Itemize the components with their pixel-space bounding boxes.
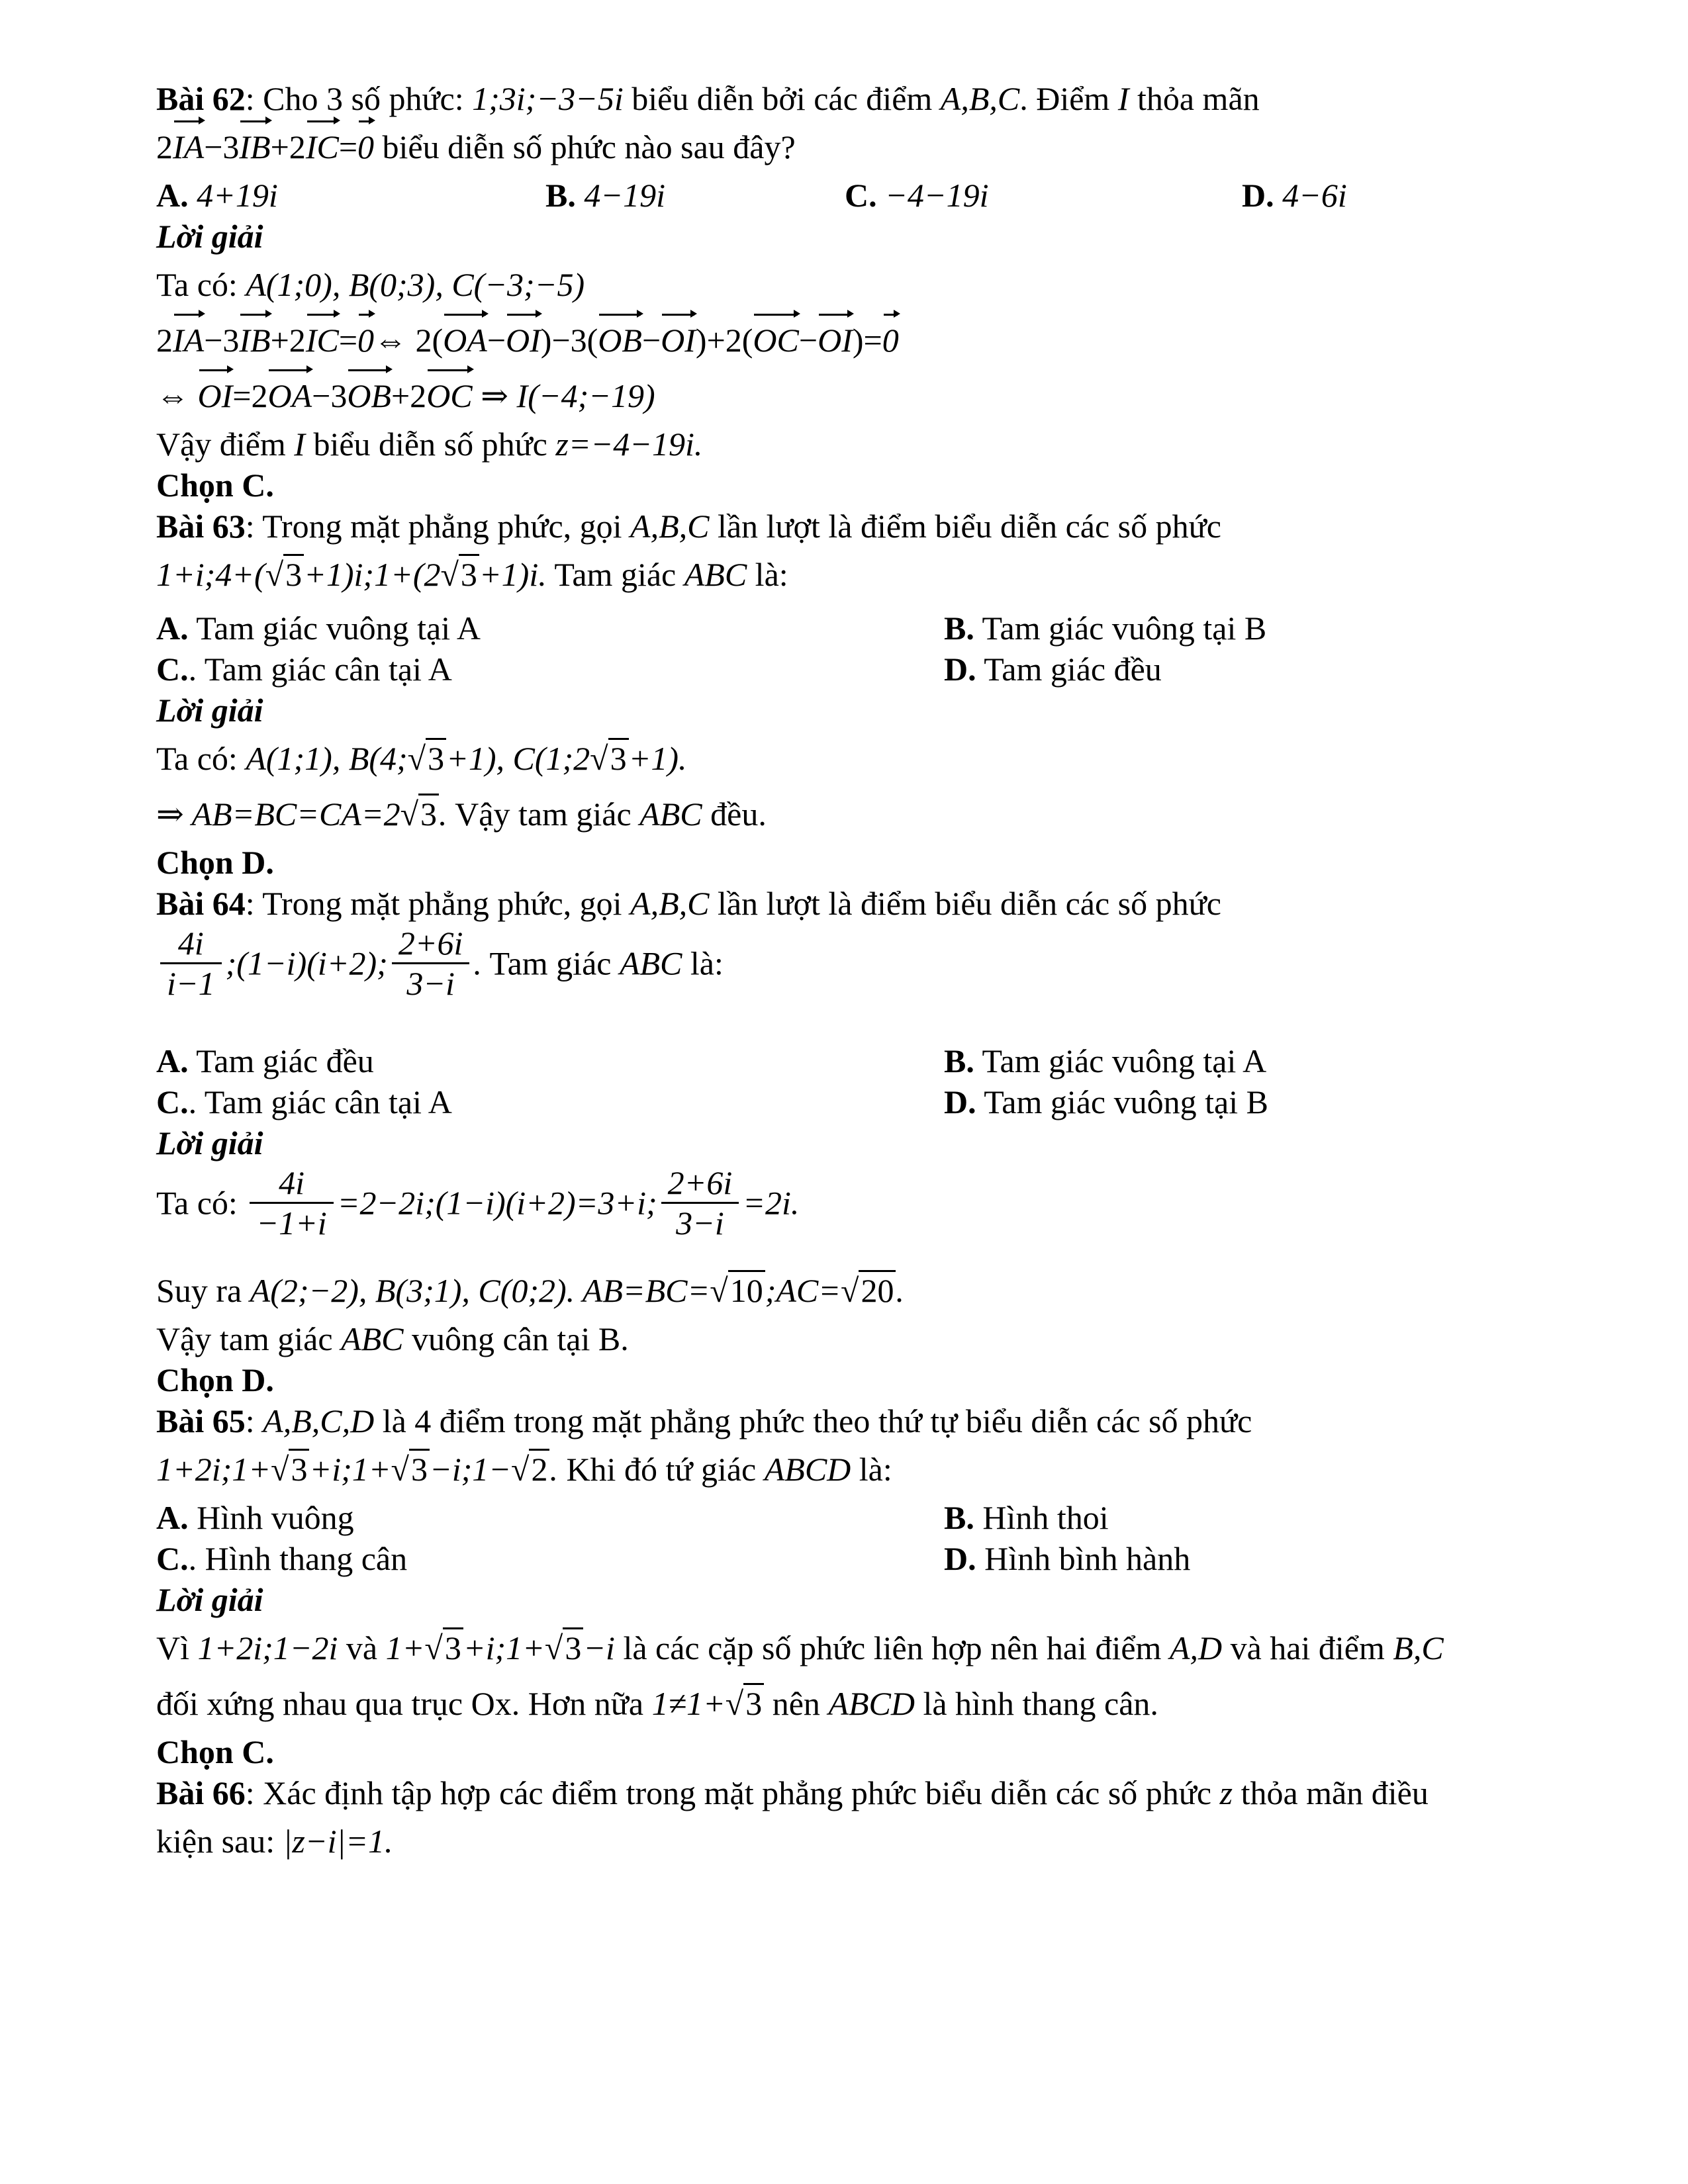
b62-q1d: . Điểm (1019, 80, 1118, 117)
sqrt: √3 (265, 547, 304, 602)
math: +i;1+ (463, 1629, 545, 1666)
choice-label: B. (944, 1499, 974, 1536)
sqrt: √10 (710, 1263, 765, 1318)
vector-oa: OA (267, 368, 312, 424)
choice-text: Hình thoi (974, 1499, 1109, 1536)
vector-zero: 0 (882, 312, 899, 368)
vector-oc: OC (426, 368, 472, 424)
math: B,C (1393, 1629, 1444, 1666)
math: AB=BC= (575, 1272, 710, 1309)
vector-oi: OI (661, 312, 696, 368)
b66-title: Bài 66 (156, 1774, 246, 1811)
b62-solution-heading: Lời giải (156, 218, 263, 255)
radicand: 3 (459, 554, 479, 593)
choice-label: D. (1242, 177, 1274, 214)
sqrt: √3 (408, 731, 446, 786)
b63-choice-d (944, 649, 1162, 690)
text: − (487, 322, 506, 359)
choice-value: 4−6i (1282, 177, 1347, 214)
choice-text: . Hình thang cân (188, 1540, 408, 1577)
vector-oa: OA (443, 312, 487, 368)
text: Vậy tam giác (447, 796, 640, 833)
choice-value: 4−19i (584, 177, 665, 214)
choice-text: Tam giác đều (188, 1042, 374, 1079)
text: : Xác định tập hợp các điểm trong mặt phẳng phức biểu diễn các số phức (245, 1774, 1220, 1811)
text: = (338, 322, 358, 359)
b63-title: Bài 63 (156, 508, 246, 545)
radicand: 3 (743, 1683, 764, 1722)
radicand: 3 (418, 794, 439, 833)
b63-choice-b (944, 608, 1266, 649)
b65-choices-row-1 (156, 1497, 1593, 1538)
b63-answer: Chọn D. (156, 844, 274, 881)
text: Vậy tam giác (156, 1320, 342, 1357)
denominator: 3−i (406, 965, 455, 1002)
answer-value: z=−4−19i. (555, 426, 703, 463)
math: ABC (341, 1320, 404, 1357)
math: +1), C(1;2 (446, 740, 590, 777)
choice-label: B. (944, 1042, 974, 1079)
radicand: 3 (608, 738, 629, 777)
radicand: 3 (563, 1627, 583, 1666)
b62-answer: Chọn C. (156, 467, 274, 504)
text: : Trong mặt phẳng phức, gọi (245, 885, 631, 922)
text: +2 (270, 322, 306, 359)
choice-label: A. (156, 177, 189, 214)
sqrt: √3 (545, 1620, 583, 1676)
math: +1). (628, 740, 687, 777)
math: . (473, 944, 482, 982)
vector-ob: OB (347, 368, 391, 424)
choice-label: C. (156, 651, 189, 688)
b63-choice-a (156, 610, 481, 647)
text: −3 (312, 377, 348, 414)
text: đều. (702, 796, 767, 833)
choice-text: Tam giác đều (976, 651, 1162, 688)
b62-question-line-2 (156, 119, 1593, 175)
text: Khi đó tứ giác (557, 1451, 765, 1488)
b62-choice-a (156, 175, 278, 216)
b62-points: A,B,C (940, 80, 1020, 117)
sqrt: √20 (841, 1263, 896, 1318)
b63-solution-heading: Lời giải (156, 692, 263, 729)
choice-value: −4−19i (885, 177, 989, 214)
b65-choice-d (944, 1538, 1190, 1579)
math: =2i. (743, 1184, 800, 1222)
b66-question-line-1 (156, 1772, 1593, 1813)
radicand: 3 (443, 1627, 463, 1666)
text: là 4 điểm trong mặt phẳng phức theo thứ tự biểu diễn các số phức (374, 1402, 1252, 1439)
text: là các cặp số phức liên hợp nên hai điểm (614, 1629, 1170, 1666)
math: 1+i;4+( (156, 556, 265, 593)
b64-solution-line-1 (156, 1163, 1593, 1263)
choice-label: C. (156, 1083, 189, 1120)
b65-question-line-2 (156, 1441, 1593, 1497)
b65-solution-line-2 (156, 1676, 1593, 1731)
numerator: 4i (160, 924, 222, 964)
math: 1+2i;1−2i (197, 1629, 338, 1666)
text: và (338, 1629, 386, 1666)
choice-label: A. (156, 610, 189, 647)
b64-question-line-2 (156, 924, 1593, 1023)
b64-choice-d (944, 1081, 1268, 1122)
b62-choices (156, 175, 1593, 216)
math: z (1219, 1774, 1233, 1811)
b64-title: Bài 64 (156, 885, 246, 922)
math: A(2;−2), B(3;1), C(0;2). (250, 1272, 575, 1309)
points: A,B,C,D (263, 1402, 375, 1439)
vector-oi: OI (818, 312, 853, 368)
choice-value: 4+19i (197, 177, 278, 214)
radicand: 3 (426, 738, 446, 777)
choice-label: D. (944, 1083, 976, 1120)
choice-text: Tam giác vuông tại A (188, 610, 481, 647)
text: )−3( (540, 322, 598, 359)
sqrt: √3 (440, 547, 479, 602)
text: lần lượt là điểm biểu diễn các số phức (709, 508, 1221, 545)
b65-solution-line-1 (156, 1620, 1593, 1676)
b64-solution-heading: Lời giải (156, 1124, 263, 1161)
b63-choices-row-1 (156, 608, 1593, 649)
text: kiện sau: (156, 1823, 283, 1860)
math: +1)i;1+(2 (304, 556, 441, 593)
text: − (641, 322, 661, 359)
radicand: 3 (283, 554, 304, 593)
vector-ib: IB (239, 312, 270, 368)
vector-oi: OI (506, 312, 541, 368)
math: ⇒ AB=BC=CA=2 (156, 796, 400, 833)
fraction (250, 1163, 333, 1242)
b63-choice-c (156, 651, 452, 688)
b64-choices-row-1 (156, 1040, 1593, 1081)
text: =2 (232, 377, 268, 414)
text: thỏa mãn điều (1233, 1774, 1429, 1811)
math: ABC (639, 796, 702, 833)
b62-question-line-1 (156, 78, 1593, 119)
radicand: 10 (728, 1270, 765, 1309)
coordinates: A(1;0), B(0;3), C(−3;−5) (246, 266, 585, 303)
choice-label: C. (845, 177, 877, 214)
text: vuông cân tại B. (403, 1320, 629, 1357)
numerator: 4i (250, 1163, 333, 1204)
text: lần lượt là điểm biểu diễn các số phức (709, 885, 1221, 922)
b64-question-line-1 (156, 883, 1593, 924)
b62-coef: 2 (156, 128, 173, 165)
b62-q2-text: biểu diễn số phức nào sau đây? (374, 128, 796, 165)
text: −3 (204, 322, 240, 359)
b62-choice-d (1242, 175, 1347, 216)
text: ⇔ 2( (374, 322, 444, 359)
text: là: (747, 556, 788, 593)
choice-label: B. (944, 610, 974, 647)
text: nên (764, 1685, 829, 1722)
text: Ta có: (156, 740, 246, 777)
vector-ib: IB (239, 119, 270, 175)
choice-text: . Tam giác cân tại A (188, 651, 452, 688)
vector-zero: 0 (357, 312, 374, 368)
vector-ic: IC (306, 119, 339, 175)
vector-oc: OC (753, 312, 798, 368)
choice-label: D. (944, 1540, 976, 1577)
b64-choices-row-2 (156, 1081, 1593, 1122)
b62-solution-line-1 (156, 257, 1593, 312)
document-page (156, 78, 1593, 1869)
numerator: 2+6i (661, 1163, 739, 1204)
b64-choice-c (156, 1083, 452, 1120)
text: Vậy điểm (156, 426, 295, 463)
result: ⇒ I(−4;−19) (472, 377, 655, 414)
b62-numbers: 1;3i;−3−5i (472, 80, 624, 117)
choice-text: . Tam giác cân tại A (188, 1083, 452, 1120)
denominator: 3−i (676, 1205, 724, 1242)
math: . (896, 1272, 904, 1309)
math: A(1;1), B(4; (246, 740, 408, 777)
math: 1+ (385, 1629, 425, 1666)
choice-text: Hình bình hành (976, 1540, 1191, 1577)
text: là hình thang cân. (914, 1685, 1158, 1722)
vector-ia: IA (173, 312, 204, 368)
choice-label: A. (156, 1042, 189, 1079)
denominator: i−1 (167, 965, 215, 1002)
radicand: 2 (529, 1449, 549, 1488)
text: Suy ra (156, 1272, 250, 1309)
text: đối xứng nhau qua trục Ox. Hơn nữa (156, 1685, 652, 1722)
vector-oi: OI (198, 368, 233, 424)
math: 1+2i;1+ (156, 1451, 271, 1488)
choice-label: A. (156, 1499, 189, 1536)
sqrt: √3 (726, 1676, 764, 1731)
text: biểu diễn số phức (305, 426, 556, 463)
b62-choice-b (545, 175, 665, 216)
text: : Trong mặt phẳng phức, gọi (245, 508, 631, 545)
sqrt: √3 (424, 1620, 463, 1676)
choice-text: Tam giác vuông tại B (976, 1083, 1268, 1120)
b64-solution-line-3 (156, 1318, 1593, 1359)
text: Ta có: (156, 266, 246, 303)
vector-ob: OB (598, 312, 642, 368)
b62-choice-c (845, 175, 988, 216)
fraction (160, 924, 222, 1003)
b62-solution-line-3 (156, 368, 1593, 424)
b62-solution-line-4 (156, 424, 1593, 465)
b65-answer: Chọn C. (156, 1733, 274, 1770)
choice-label: B. (545, 177, 576, 214)
math: −i (583, 1629, 615, 1666)
text: )= (852, 322, 882, 359)
b62-q1: : Cho 3 số phức: (245, 80, 473, 117)
text: 2 (156, 322, 173, 359)
math: A,D (1169, 1629, 1223, 1666)
b63-question-line-1 (156, 506, 1593, 547)
math: ABCD (828, 1685, 915, 1722)
text: và hai điểm (1222, 1629, 1393, 1666)
math: 1≠1+ (651, 1685, 726, 1722)
text: +2 (391, 377, 427, 414)
radicand: 20 (859, 1270, 896, 1309)
b62-solution-line-2 (156, 312, 1593, 368)
math: ABC (684, 556, 747, 593)
b62-q1b: biểu diễn bởi các điểm (623, 80, 941, 117)
b62-eq: = (338, 128, 358, 165)
fraction (661, 1163, 739, 1242)
b66-question-line-2 (156, 1813, 1593, 1869)
sqrt: √2 (511, 1441, 549, 1497)
radicand: 3 (409, 1449, 430, 1488)
b63-question-line-2 (156, 547, 1593, 602)
choice-text: Tam giác vuông tại B (974, 610, 1267, 647)
point-i: I (294, 426, 305, 463)
text: : (245, 1402, 263, 1439)
math: . (549, 1451, 558, 1488)
b62-q1f: thỏa mãn (1129, 80, 1260, 117)
sqrt: √3 (590, 731, 628, 786)
math: ABCD (764, 1451, 851, 1488)
b65-question-line-1 (156, 1400, 1593, 1441)
math: =2−2i;(1−i)(i+2)=3+i; (337, 1184, 657, 1222)
vector-zero: 0 (357, 119, 374, 175)
b62-coef: +2 (270, 128, 306, 165)
choice-label: D. (944, 651, 976, 688)
b64-solution-line-2 (156, 1263, 1593, 1318)
sqrt: √3 (391, 1441, 430, 1497)
b62-point-i: I (1117, 80, 1129, 117)
b62-title: Bài 62 (156, 80, 246, 117)
math: ABC (619, 944, 682, 982)
text: Tam giác (481, 944, 620, 982)
math: −i;1− (429, 1451, 511, 1488)
math: +1)i. (479, 556, 547, 593)
sqrt: √3 (400, 786, 439, 842)
math: . (439, 796, 447, 833)
b64-answer: Chọn D. (156, 1361, 274, 1398)
numerator: 2+6i (392, 924, 470, 964)
text: là: (851, 1451, 892, 1488)
math: ;(1−i)(i+2); (225, 944, 388, 982)
math: +i;1+ (309, 1451, 391, 1488)
text: − (798, 322, 818, 359)
text: Tam giác (546, 556, 684, 593)
text: Vì (156, 1629, 198, 1666)
choice-label: C. (156, 1540, 189, 1577)
choice-text: Tam giác vuông tại A (974, 1042, 1267, 1079)
math: ;AC= (765, 1272, 841, 1309)
vector-ic: IC (306, 312, 339, 368)
b65-choice-a (156, 1499, 354, 1536)
b65-solution-heading: Lời giải (156, 1581, 263, 1618)
b64-choice-b (944, 1040, 1266, 1081)
text: )+2( (695, 322, 753, 359)
b62-coef: −3 (204, 128, 240, 165)
text: là: (682, 944, 724, 982)
vector-ia: IA (173, 119, 204, 175)
math: |z−i|=1. (283, 1823, 393, 1860)
b63-solution-line-2 (156, 786, 1593, 842)
b65-choice-c (156, 1540, 407, 1577)
b65-choice-b (944, 1497, 1109, 1538)
b63-choices-row-2 (156, 649, 1593, 690)
choice-text: Hình vuông (188, 1499, 354, 1536)
denominator: −1+i (256, 1205, 327, 1242)
sqrt: √3 (271, 1441, 309, 1497)
fraction (392, 924, 470, 1003)
b64-choice-a (156, 1042, 374, 1079)
points: A,B,C (630, 508, 710, 545)
text: ⇔ (156, 377, 198, 414)
radicand: 3 (289, 1449, 309, 1488)
text: Ta có: (156, 1184, 246, 1222)
points: A,B,C (630, 885, 710, 922)
b63-solution-line-1 (156, 731, 1593, 786)
b65-title: Bài 65 (156, 1402, 246, 1439)
b65-choices-row-2 (156, 1538, 1593, 1579)
